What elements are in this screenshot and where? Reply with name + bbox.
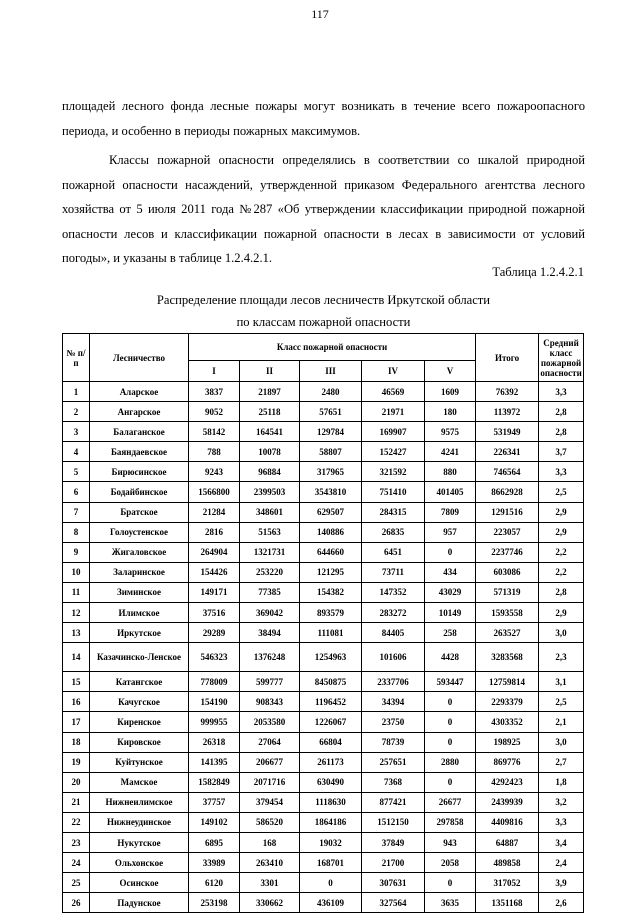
cell-class-3: 111081: [300, 623, 362, 643]
cell-forestry: Казачинско-Ленское: [90, 643, 189, 672]
cell-class-3: 317965: [300, 462, 362, 482]
cell-total: 8662928: [476, 482, 539, 502]
cell-class-1: 6120: [189, 873, 240, 893]
table-row: [63, 402, 584, 422]
cell-avg: 3,9: [539, 873, 584, 893]
cell-class-5: 0: [425, 712, 476, 732]
cell-avg: 2,2: [539, 542, 584, 562]
cell-forestry: Балаганское: [90, 422, 189, 442]
cell-class-4: 6451: [362, 542, 425, 562]
cell-class-4: 321592: [362, 462, 425, 482]
cell-class-1: 6895: [189, 832, 240, 852]
cell-class-2: 599777: [240, 672, 300, 692]
cell-num: 13: [63, 623, 90, 643]
cell-forestry: Качугское: [90, 692, 189, 712]
cell-avg: 3,0: [539, 732, 584, 752]
cell-num: 25: [63, 873, 90, 893]
cell-class-5: 593447: [425, 672, 476, 692]
cell-class-1: 154426: [189, 562, 240, 582]
cell-forestry: Баяндаевское: [90, 442, 189, 462]
cell-forestry: Заларинское: [90, 562, 189, 582]
table-row: [63, 502, 584, 522]
cell-num: 18: [63, 732, 90, 752]
cell-total: 2439939: [476, 792, 539, 812]
cell-total: 603086: [476, 562, 539, 582]
cell-forestry: Зиминское: [90, 582, 189, 602]
cell-class-2: 379454: [240, 792, 300, 812]
cell-num: 14: [63, 643, 90, 672]
cell-class-2: 253220: [240, 562, 300, 582]
cell-class-5: 4428: [425, 643, 476, 672]
table-row: [63, 792, 584, 812]
header-class-group: Класс пожарной опасности: [189, 334, 476, 361]
table-row: [63, 422, 584, 442]
cell-avg: 2,9: [539, 522, 584, 542]
table-row: [63, 812, 584, 832]
cell-class-3: 0: [300, 873, 362, 893]
cell-class-1: 33989: [189, 853, 240, 873]
cell-class-5: 43029: [425, 582, 476, 602]
table-title-line-2: по классам пожарной опасности: [236, 315, 411, 329]
cell-class-4: 7368: [362, 772, 425, 792]
cell-total: 869776: [476, 752, 539, 772]
cell-avg: 2,8: [539, 422, 584, 442]
cell-class-3: 8450875: [300, 672, 362, 692]
cell-total: 12759814: [476, 672, 539, 692]
cell-class-5: 434: [425, 562, 476, 582]
cell-forestry: Куйтунское: [90, 752, 189, 772]
cell-class-5: 943: [425, 832, 476, 852]
cell-class-1: 999955: [189, 712, 240, 732]
cell-class-2: 77385: [240, 582, 300, 602]
cell-forestry: Ольхонское: [90, 853, 189, 873]
cell-class-1: 37516: [189, 603, 240, 623]
cell-total: 317052: [476, 873, 539, 893]
cell-avg: 2,9: [539, 502, 584, 522]
cell-forestry: Киренское: [90, 712, 189, 732]
cell-avg: 3,0: [539, 623, 584, 643]
table-row: [63, 893, 584, 913]
cell-total: 226341: [476, 442, 539, 462]
cell-class-4: 877421: [362, 792, 425, 812]
cell-class-5: 4241: [425, 442, 476, 462]
cell-class-4: 152427: [362, 442, 425, 462]
cell-class-4: 2337706: [362, 672, 425, 692]
cell-num: 19: [63, 752, 90, 772]
cell-num: 11: [63, 582, 90, 602]
cell-class-4: 34394: [362, 692, 425, 712]
cell-class-5: 401405: [425, 482, 476, 502]
cell-class-5: 0: [425, 873, 476, 893]
cell-class-1: 9052: [189, 402, 240, 422]
cell-class-3: 66804: [300, 732, 362, 752]
header-num: № п/п: [63, 334, 90, 382]
header-total: Итого: [476, 334, 539, 382]
cell-num: 26: [63, 893, 90, 913]
table-row: [63, 462, 584, 482]
cell-num: 2: [63, 402, 90, 422]
cell-class-2: 369042: [240, 603, 300, 623]
cell-class-3: 19032: [300, 832, 362, 852]
cell-class-1: 546323: [189, 643, 240, 672]
cell-avg: 1,8: [539, 772, 584, 792]
cell-class-1: 58142: [189, 422, 240, 442]
cell-class-2: 10078: [240, 442, 300, 462]
paragraph-1: площадей лесного фонда лесные пожары могут возникать в течение всего пожароопасного периода, и особенно в периоды пожарных максимумов.: [62, 99, 585, 138]
cell-num: 22: [63, 812, 90, 832]
paragraph-2: Классы пожарной опасности определялись в соответствии со шкалой природной пожарной опасности насаждений, утвержденной приказом Федерального агентства лесного хозяйства от 5 июля 2011 года №287 «Об утверждении классификации природной пожарной опасности лесов и классификации пожарной опасности в лесах в зависимости от условий погоды», и указаны в таблице 1.2.4.2.1.: [62, 153, 585, 265]
cell-class-1: 154190: [189, 692, 240, 712]
cell-class-3: 154382: [300, 582, 362, 602]
cell-class-2: 38494: [240, 623, 300, 643]
cell-forestry: Илимское: [90, 603, 189, 623]
cell-num: 1: [63, 382, 90, 402]
cell-class-2: 164541: [240, 422, 300, 442]
cell-total: 76392: [476, 382, 539, 402]
cell-class-2: 348601: [240, 502, 300, 522]
cell-total: 571319: [476, 582, 539, 602]
cell-num: 15: [63, 672, 90, 692]
cell-total: 2293379: [476, 692, 539, 712]
cell-class-3: 3543810: [300, 482, 362, 502]
cell-class-4: 284315: [362, 502, 425, 522]
cell-class-2: 168: [240, 832, 300, 852]
cell-class-1: 788: [189, 442, 240, 462]
cell-class-2: 330662: [240, 893, 300, 913]
cell-class-5: 0: [425, 772, 476, 792]
cell-avg: 2,6: [539, 893, 584, 913]
cell-class-3: 129784: [300, 422, 362, 442]
cell-class-4: 327564: [362, 893, 425, 913]
cell-forestry: Катангское: [90, 672, 189, 692]
cell-class-2: 96884: [240, 462, 300, 482]
table-row: [63, 692, 584, 712]
cell-forestry: Осинское: [90, 873, 189, 893]
cell-forestry: Аларское: [90, 382, 189, 402]
cell-class-1: 37757: [189, 792, 240, 812]
table-title: [62, 289, 585, 333]
table-row: [63, 853, 584, 873]
cell-class-4: 23750: [362, 712, 425, 732]
cell-class-5: 2058: [425, 853, 476, 873]
table-row: [63, 752, 584, 772]
cell-class-3: 1864186: [300, 812, 362, 832]
header-class-5: V: [425, 361, 476, 382]
cell-avg: 3,2: [539, 792, 584, 812]
cell-forestry: Жигаловское: [90, 542, 189, 562]
cell-class-5: 2880: [425, 752, 476, 772]
table-container: [62, 333, 584, 913]
table-body: [63, 382, 584, 913]
cell-num: 10: [63, 562, 90, 582]
cell-class-4: 78739: [362, 732, 425, 752]
cell-class-2: 3301: [240, 873, 300, 893]
cell-class-2: 206677: [240, 752, 300, 772]
table-row: [63, 582, 584, 602]
cell-class-3: 1226067: [300, 712, 362, 732]
cell-avg: 2,2: [539, 562, 584, 582]
cell-class-3: 1254963: [300, 643, 362, 672]
cell-total: 113972: [476, 402, 539, 422]
cell-num: 17: [63, 712, 90, 732]
cell-class-5: 0: [425, 732, 476, 752]
cell-class-1: 21284: [189, 502, 240, 522]
cell-class-4: 283272: [362, 603, 425, 623]
cell-class-3: 630490: [300, 772, 362, 792]
cell-class-1: 2816: [189, 522, 240, 542]
table-row: [63, 522, 584, 542]
cell-class-4: 26835: [362, 522, 425, 542]
cell-class-4: 21700: [362, 853, 425, 873]
cell-total: 64887: [476, 832, 539, 852]
cell-num: 21: [63, 792, 90, 812]
cell-avg: 3,3: [539, 382, 584, 402]
cell-forestry: Иркутское: [90, 623, 189, 643]
cell-num: 8: [63, 522, 90, 542]
table-row: [63, 732, 584, 752]
cell-avg: 2,4: [539, 853, 584, 873]
cell-class-5: 0: [425, 542, 476, 562]
cell-class-3: 261173: [300, 752, 362, 772]
cell-forestry: Нижнеилимское: [90, 792, 189, 812]
cell-avg: 2,8: [539, 582, 584, 602]
table-row: [63, 542, 584, 562]
cell-num: 7: [63, 502, 90, 522]
cell-total: 746564: [476, 462, 539, 482]
cell-class-2: 1321731: [240, 542, 300, 562]
cell-class-2: 2053580: [240, 712, 300, 732]
cell-class-4: 37849: [362, 832, 425, 852]
cell-avg: 2,8: [539, 402, 584, 422]
cell-class-3: 436109: [300, 893, 362, 913]
header-class-2: II: [240, 361, 300, 382]
cell-class-3: 168701: [300, 853, 362, 873]
cell-class-4: 257651: [362, 752, 425, 772]
cell-class-5: 26677: [425, 792, 476, 812]
cell-class-3: 58807: [300, 442, 362, 462]
header-avg-class: Средний класс пожарной опасности: [539, 334, 584, 382]
cell-forestry: Нижнеудинское: [90, 812, 189, 832]
header-class-1: I: [189, 361, 240, 382]
cell-num: 4: [63, 442, 90, 462]
cell-class-2: 2399503: [240, 482, 300, 502]
cell-total: 2237746: [476, 542, 539, 562]
table-row: [63, 603, 584, 623]
cell-num: 24: [63, 853, 90, 873]
cell-total: 1291516: [476, 502, 539, 522]
cell-class-3: 121295: [300, 562, 362, 582]
cell-forestry: Бирюсинское: [90, 462, 189, 482]
cell-num: 6: [63, 482, 90, 502]
cell-class-1: 778009: [189, 672, 240, 692]
cell-total: 489858: [476, 853, 539, 873]
table-row: [63, 482, 584, 502]
table-caption: Таблица 1.2.4.2.1: [492, 265, 584, 279]
cell-forestry: Ангарское: [90, 402, 189, 422]
cell-class-5: 1609: [425, 382, 476, 402]
cell-class-1: 29289: [189, 623, 240, 643]
cell-class-5: 0: [425, 692, 476, 712]
cell-class-2: 908343: [240, 692, 300, 712]
cell-class-5: 9575: [425, 422, 476, 442]
cell-class-1: 1566800: [189, 482, 240, 502]
cell-class-2: 21897: [240, 382, 300, 402]
cell-class-3: 2480: [300, 382, 362, 402]
cell-total: 1351168: [476, 893, 539, 913]
cell-num: 12: [63, 603, 90, 623]
cell-class-4: 101606: [362, 643, 425, 672]
cell-class-3: 1196452: [300, 692, 362, 712]
cell-class-1: 253198: [189, 893, 240, 913]
cell-class-5: 10149: [425, 603, 476, 623]
cell-class-2: 25118: [240, 402, 300, 422]
cell-forestry: Падунское: [90, 893, 189, 913]
cell-class-4: 147352: [362, 582, 425, 602]
cell-avg: 3,7: [539, 442, 584, 462]
table-row: [63, 562, 584, 582]
cell-avg: 2,5: [539, 482, 584, 502]
cell-class-2: 51563: [240, 522, 300, 542]
cell-forestry: Голоустенское: [90, 522, 189, 542]
cell-avg: 3,1: [539, 672, 584, 692]
cell-total: 223057: [476, 522, 539, 542]
table-row: [63, 623, 584, 643]
cell-class-1: 141395: [189, 752, 240, 772]
cell-class-1: 3837: [189, 382, 240, 402]
cell-class-5: 7809: [425, 502, 476, 522]
cell-avg: 2,5: [539, 692, 584, 712]
cell-forestry: Мамское: [90, 772, 189, 792]
cell-total: 4409816: [476, 812, 539, 832]
cell-num: 23: [63, 832, 90, 852]
table-row: [63, 772, 584, 792]
cell-forestry: Нукутское: [90, 832, 189, 852]
page-number: 117: [311, 7, 329, 21]
cell-class-5: 3635: [425, 893, 476, 913]
cell-total: 1593558: [476, 603, 539, 623]
table-row: [63, 832, 584, 852]
cell-class-3: 140886: [300, 522, 362, 542]
cell-total: 198925: [476, 732, 539, 752]
cell-avg: 2,3: [539, 643, 584, 672]
cell-class-1: 149171: [189, 582, 240, 602]
cell-class-5: 180: [425, 402, 476, 422]
cell-class-4: 169907: [362, 422, 425, 442]
table-title-line-1: Распределение площади лесов лесничеств Иркутской области: [156, 293, 491, 307]
table-row: [63, 442, 584, 462]
cell-class-2: 1376248: [240, 643, 300, 672]
table-row: [63, 712, 584, 732]
cell-class-2: 27064: [240, 732, 300, 752]
table-row: [63, 643, 584, 672]
cell-total: 531949: [476, 422, 539, 442]
cell-class-3: 57651: [300, 402, 362, 422]
cell-class-2: 263410: [240, 853, 300, 873]
cell-class-5: 297858: [425, 812, 476, 832]
cell-class-1: 26318: [189, 732, 240, 752]
cell-class-1: 1582849: [189, 772, 240, 792]
table-row: [63, 672, 584, 692]
header-class-3: III: [300, 361, 362, 382]
cell-avg: 2,9: [539, 603, 584, 623]
cell-class-4: 73711: [362, 562, 425, 582]
table-row: [63, 873, 584, 893]
cell-total: 4292423: [476, 772, 539, 792]
cell-class-3: 644660: [300, 542, 362, 562]
cell-avg: 3,3: [539, 462, 584, 482]
cell-class-3: 893579: [300, 603, 362, 623]
cell-num: 5: [63, 462, 90, 482]
cell-class-5: 880: [425, 462, 476, 482]
cell-avg: 3,3: [539, 812, 584, 832]
cell-class-4: 307631: [362, 873, 425, 893]
cell-forestry: Кировское: [90, 732, 189, 752]
cell-class-1: 264904: [189, 542, 240, 562]
cell-class-2: 2071716: [240, 772, 300, 792]
cell-num: 20: [63, 772, 90, 792]
cell-num: 9: [63, 542, 90, 562]
table-row: [63, 382, 584, 402]
cell-class-4: 751410: [362, 482, 425, 502]
cell-class-4: 46569: [362, 382, 425, 402]
header-class-4: IV: [362, 361, 425, 382]
cell-class-1: 149102: [189, 812, 240, 832]
cell-forestry: Бодайбинское: [90, 482, 189, 502]
cell-forestry: Братское: [90, 502, 189, 522]
cell-num: 16: [63, 692, 90, 712]
cell-class-5: 957: [425, 522, 476, 542]
cell-class-4: 1512150: [362, 812, 425, 832]
cell-num: 3: [63, 422, 90, 442]
cell-avg: 2,1: [539, 712, 584, 732]
cell-class-3: 629507: [300, 502, 362, 522]
cell-class-4: 84405: [362, 623, 425, 643]
fire-danger-table: [62, 333, 584, 913]
cell-class-2: 586520: [240, 812, 300, 832]
cell-avg: 2,7: [539, 752, 584, 772]
header-forestry: Лесничество: [90, 334, 189, 382]
cell-class-4: 21971: [362, 402, 425, 422]
cell-class-3: 1118630: [300, 792, 362, 812]
cell-total: 3283568: [476, 643, 539, 672]
cell-total: 263527: [476, 623, 539, 643]
cell-class-5: 258: [425, 623, 476, 643]
cell-class-1: 9243: [189, 462, 240, 482]
cell-avg: 3,4: [539, 832, 584, 852]
cell-total: 4303352: [476, 712, 539, 732]
